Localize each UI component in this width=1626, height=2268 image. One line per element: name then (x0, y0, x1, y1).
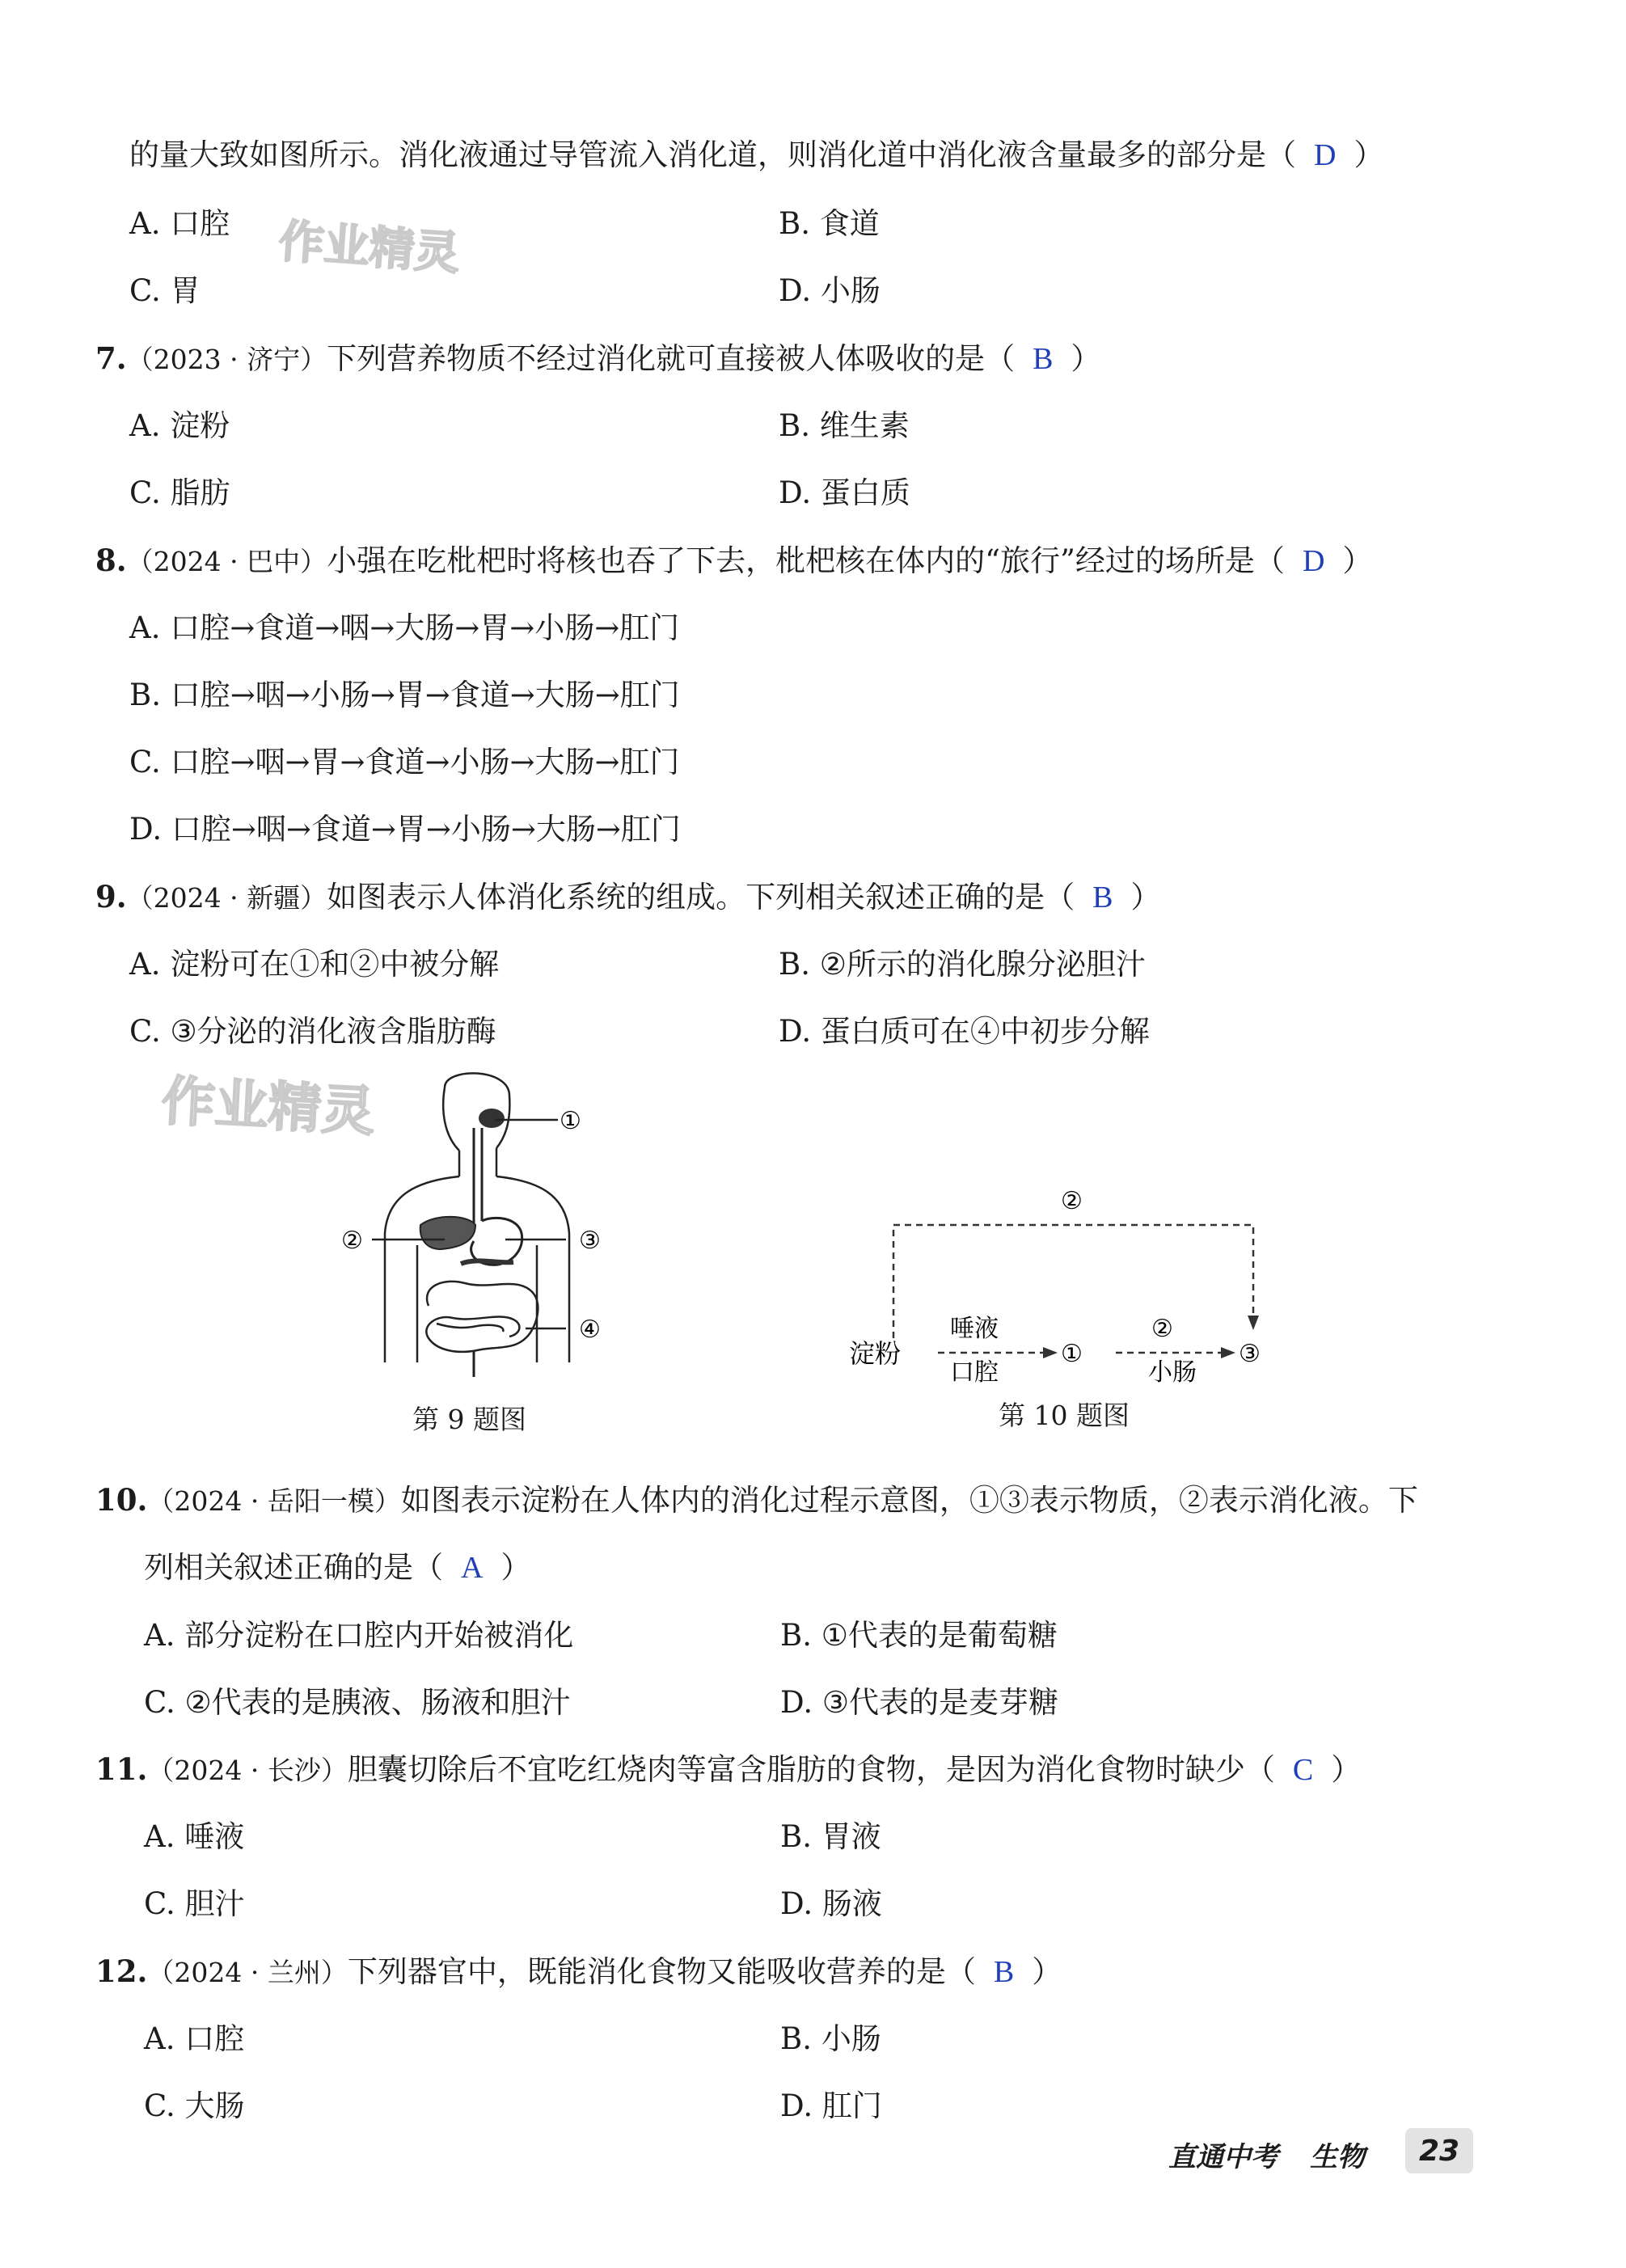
q10-stem-text: 如图表示淀粉在人体内的消化过程示意图，①③表示物质，②表示消化液。下 (400, 1483, 1418, 1518)
q7-source: （2023 · 济宁） (126, 344, 327, 375)
q7-option-c: C. 脂肪 (129, 475, 230, 510)
fig10-caption: 第 10 题图 (999, 1400, 1130, 1431)
q6-option-b: B. 食道 (779, 206, 880, 241)
fig10-arrow1-bottom: 口腔 (950, 1358, 999, 1387)
q6-stem-text: 的量大致如图所示。消化液通过导管流入消化道，则消化道中消化液含量最多的部分是（ (129, 137, 1296, 172)
fig10-start: 淀粉 (849, 1338, 902, 1369)
q7-number: 7. (95, 340, 127, 376)
q12-answer: B (993, 1955, 1015, 1989)
q9-source: （2024 · 新疆） (126, 882, 327, 914)
q8-close: ） (1342, 543, 1373, 578)
q9-answer: B (1092, 881, 1113, 914)
q8-option-b: B. 口腔→咽→小肠→胃→食道→大肠→肛门 (129, 678, 680, 712)
fig9-label-2: ② (341, 1227, 363, 1255)
q11-number: 11. (95, 1751, 148, 1787)
q8-source: （2024 · 巴中） (126, 546, 327, 577)
fig10-top-label: ② (1061, 1187, 1083, 1215)
q10-option-d: D. ③代表的是麦芽糖 (780, 1685, 1059, 1720)
q12-source: （2024 · 兰州） (147, 1957, 348, 1988)
fig9-label-3: ③ (579, 1227, 601, 1255)
q12-number: 12. (95, 1953, 148, 1989)
footer-subject: 生物 (1310, 2141, 1365, 2173)
q10-stem (95, 1480, 1418, 1522)
q11-option-c: C. 胆汁 (144, 1886, 245, 1921)
fig9-caption: 第 9 题图 (412, 1404, 526, 1435)
fig10-arrow1-top: 唾液 (950, 1315, 999, 1343)
q9-stem-text: 如图表示人体消化系统的组成。下列相关叙述正确的是（ (327, 880, 1075, 914)
q8-option-d: D. 口腔→咽→食道→胃→小肠→大肠→肛门 (129, 812, 681, 847)
q12-stem-text: 下列器官中，既能消化食物又能吸收营养的是（ (347, 1954, 976, 1989)
q11-stem-text: 胆囊切除后不宜吃红烧肉等富含脂肪的食物，是因为消化食物时缺少（ (347, 1752, 1275, 1787)
q7-stem-text: 下列营养物质不经过消化就可直接被人体吸收的是（ (327, 341, 1016, 376)
q11-source: （2024 · 长沙） (147, 1755, 348, 1786)
q12-close: ） (1032, 1954, 1062, 1989)
q8-answer: D (1302, 544, 1325, 578)
q11-answer: C (1292, 1753, 1314, 1787)
q6-option-c: C. 胃 (129, 273, 201, 308)
q6-stem (129, 135, 1383, 175)
fig9-label-4: ④ (579, 1316, 601, 1344)
watermark: 作业精灵 (277, 215, 462, 281)
q8-number: 8. (95, 543, 127, 578)
q9-option-a: A. 淀粉可在①和②中被分解 (129, 947, 500, 982)
fig9-digestive-system-diagram (323, 1071, 631, 1395)
q10-option-a: A. 部分淀粉在口腔内开始被消化 (144, 1618, 574, 1653)
q9-number: 9. (95, 879, 127, 914)
q6-answer: D (1314, 138, 1337, 172)
q12-option-d: D. 肛门 (780, 2089, 882, 2123)
q12-option-a: A. 口腔 (144, 2021, 245, 2056)
q9-option-d: D. 蛋白质可在④中初步分解 (779, 1014, 1150, 1049)
q11-option-d: D. 肠液 (780, 1886, 882, 1921)
fig10-mid: ① (1061, 1340, 1083, 1368)
q9-stem (95, 876, 1160, 919)
watermark: 作业精灵 (159, 1070, 377, 1143)
q10-close: ） (500, 1550, 531, 1585)
q6-option-a: A. 口腔 (129, 206, 230, 241)
q12-stem (95, 1951, 1062, 1993)
fig10-starch-digestion-diagram (849, 1176, 1286, 1387)
q8-option-c: C. 口腔→咽→胃→食道→小肠→大肠→肛门 (129, 745, 680, 779)
q10-source: （2024 · 岳阳一模） (147, 1485, 401, 1517)
q10-option-b: B. ①代表的是葡萄糖 (780, 1618, 1058, 1653)
q7-stem (95, 338, 1100, 380)
q7-answer: B (1033, 342, 1054, 376)
q11-close: ） (1331, 1752, 1362, 1787)
q11-option-a: A. 唾液 (144, 1819, 245, 1854)
q9-option-c: C. ③分泌的消化液含脂肪酶 (129, 1014, 496, 1049)
q12-option-c: C. 大肠 (144, 2089, 245, 2123)
footer-book-title: 直通中考 (1168, 2141, 1278, 2173)
q10-number: 10. (95, 1482, 148, 1518)
q8-stem-text: 小强在吃枇杷时将核也吞了下去，枇杷核在体内的“旅行”经过的场所是（ (327, 543, 1285, 578)
fig10-arrow2-bottom: 小肠 (1148, 1358, 1197, 1387)
q9-option-b: B. ②所示的消化腺分泌胆汁 (779, 947, 1146, 982)
q8-stem (95, 540, 1372, 582)
q11-stem (95, 1749, 1361, 1791)
fig10-end: ③ (1239, 1340, 1261, 1368)
q7-option-d: D. 蛋白质 (779, 475, 910, 510)
q11-option-b: B. 胃液 (780, 1819, 881, 1854)
q6-option-d: D. 小肠 (779, 273, 881, 308)
q9-close: ） (1130, 880, 1161, 914)
q6-close: ） (1354, 137, 1384, 172)
fig9-label-1: ① (560, 1107, 581, 1135)
q10-option-c: C. ②代表的是胰液、肠液和胆汁 (144, 1685, 571, 1720)
q7-close: ） (1071, 341, 1101, 376)
fig10-arrow2-top: ② (1151, 1315, 1173, 1343)
q8-option-a: A. 口腔→食道→咽→大肠→胃→小肠→肛门 (129, 610, 680, 645)
q10-stem-text2: 列相关叙述正确的是（ (144, 1550, 443, 1585)
q12-option-b: B. 小肠 (780, 2021, 881, 2056)
page-number: 23 (1405, 2128, 1473, 2173)
q10-answer: A (461, 1551, 484, 1585)
q7-option-a: A. 淀粉 (129, 408, 230, 443)
q10-stem-line2 (144, 1548, 530, 1588)
q7-option-b: B. 维生素 (779, 408, 910, 443)
